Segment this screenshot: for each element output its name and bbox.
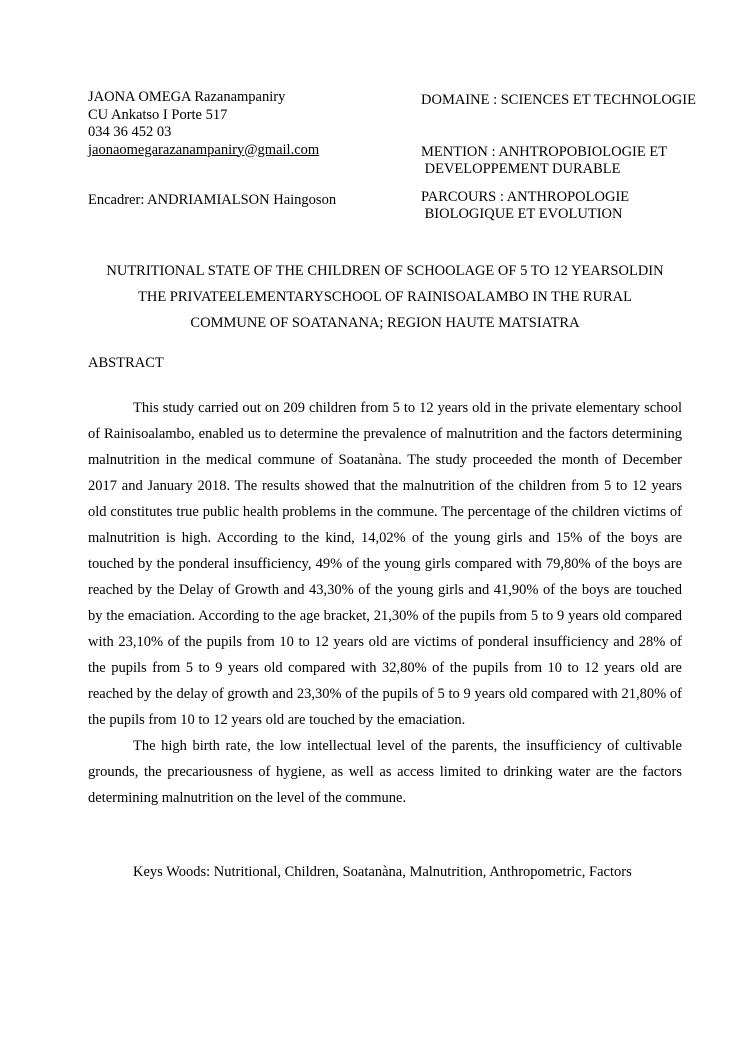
domaine-line: DOMAINE : SCIENCES ET TECHNOLOGIE: [421, 92, 696, 108]
mention-line-1: MENTION : ANHTROPOBIOLOGIE ET: [421, 143, 668, 160]
abstract-body: [88, 395, 682, 811]
document-title: [88, 258, 682, 336]
supervisor: Encadrer: ANDRIAMIALSON Haingoson: [88, 192, 337, 208]
mention-line-2: DEVELOPPEMENT DURABLE: [421, 161, 621, 177]
parcours-block: [421, 189, 741, 224]
parcours-line-1: PARCOURS : ANTHROPOLOGIE: [421, 188, 630, 205]
abstract-heading: ABSTRACT: [88, 355, 164, 371]
meta-block: [421, 92, 741, 224]
author-name: JAONA OMEGA Razanampaniry: [88, 89, 286, 105]
keywords: Keys Woods: Nutritional, Children, Soatanàna, Malnutrition, Anthropometric, Factors: [133, 864, 632, 880]
parcours-line-2: BIOLOGIQUE ET EVOLUTION: [421, 206, 623, 222]
abstract-paragraph-2: The high birth rate, the low intellectual level of the parents, the insufficiency of cultivable grounds, the precariousness of hygiene, as well as access limited to drinking water are the factors determining malnutrition on the level of the commune.: [88, 738, 682, 806]
author-email-link[interactable]: jaonaomegarazanampaniry@gmail.com: [88, 141, 320, 158]
author-phone: 034 36 452 03: [88, 124, 172, 140]
author-address: CU Ankatso I Porte 517: [88, 106, 228, 123]
mention-block: [421, 144, 741, 179]
title-line-1: NUTRITIONAL STATE OF THE CHILDREN OF SCHOOLAGE OF 5 TO 12 YEARSOLDIN: [106, 263, 664, 279]
title-line-2: THE PRIVATEELEMENTARYSCHOOL OF RAINISOALAMBO IN THE RURAL: [138, 289, 632, 305]
abstract-paragraph-1: This study carried out on 209 children from 5 to 12 years old in the private elementary school of Rainisoalambo, enabled us to determine the prevalence of malnutrition and the factors determining malnutrition in the medical commune of Soatanàna. The study proceeded the month of December 2017 and January 2018. The results showed that the malnutrition of the children from 5 to 12 years old constitutes true public health problems in the commune. The percentage of the children victims of malnutrition is high. According to the kind, 14,02% of the young girls and 15% of the boys are touched by the ponderal insufficiency, 49% of the young girls compared with 79,80% of the boys are reached by the Delay of Growth and 43,30% of the young girls and 41,90% of the boys are touched by the emaciation. According to the age bracket, 21,30% of the pupils from 5 to 9 years old compared with 23,10% of the pupils from 10 to 12 years old are victims of ponderal insufficiency and 28% of the pupils from 5 to 9 years old compared with 32,80% of the pupils from 10 to 12 years old are reached by the delay of growth and 23,30% of the pupils of 5 to 9 years old compared with 21,80% of the pupils from 10 to 12 years old are touched by the emaciation.: [88, 400, 682, 728]
title-line-3: COMMUNE OF SOATANANA; REGION HAUTE MATSIATRA: [190, 315, 580, 331]
author-block: [88, 89, 319, 159]
